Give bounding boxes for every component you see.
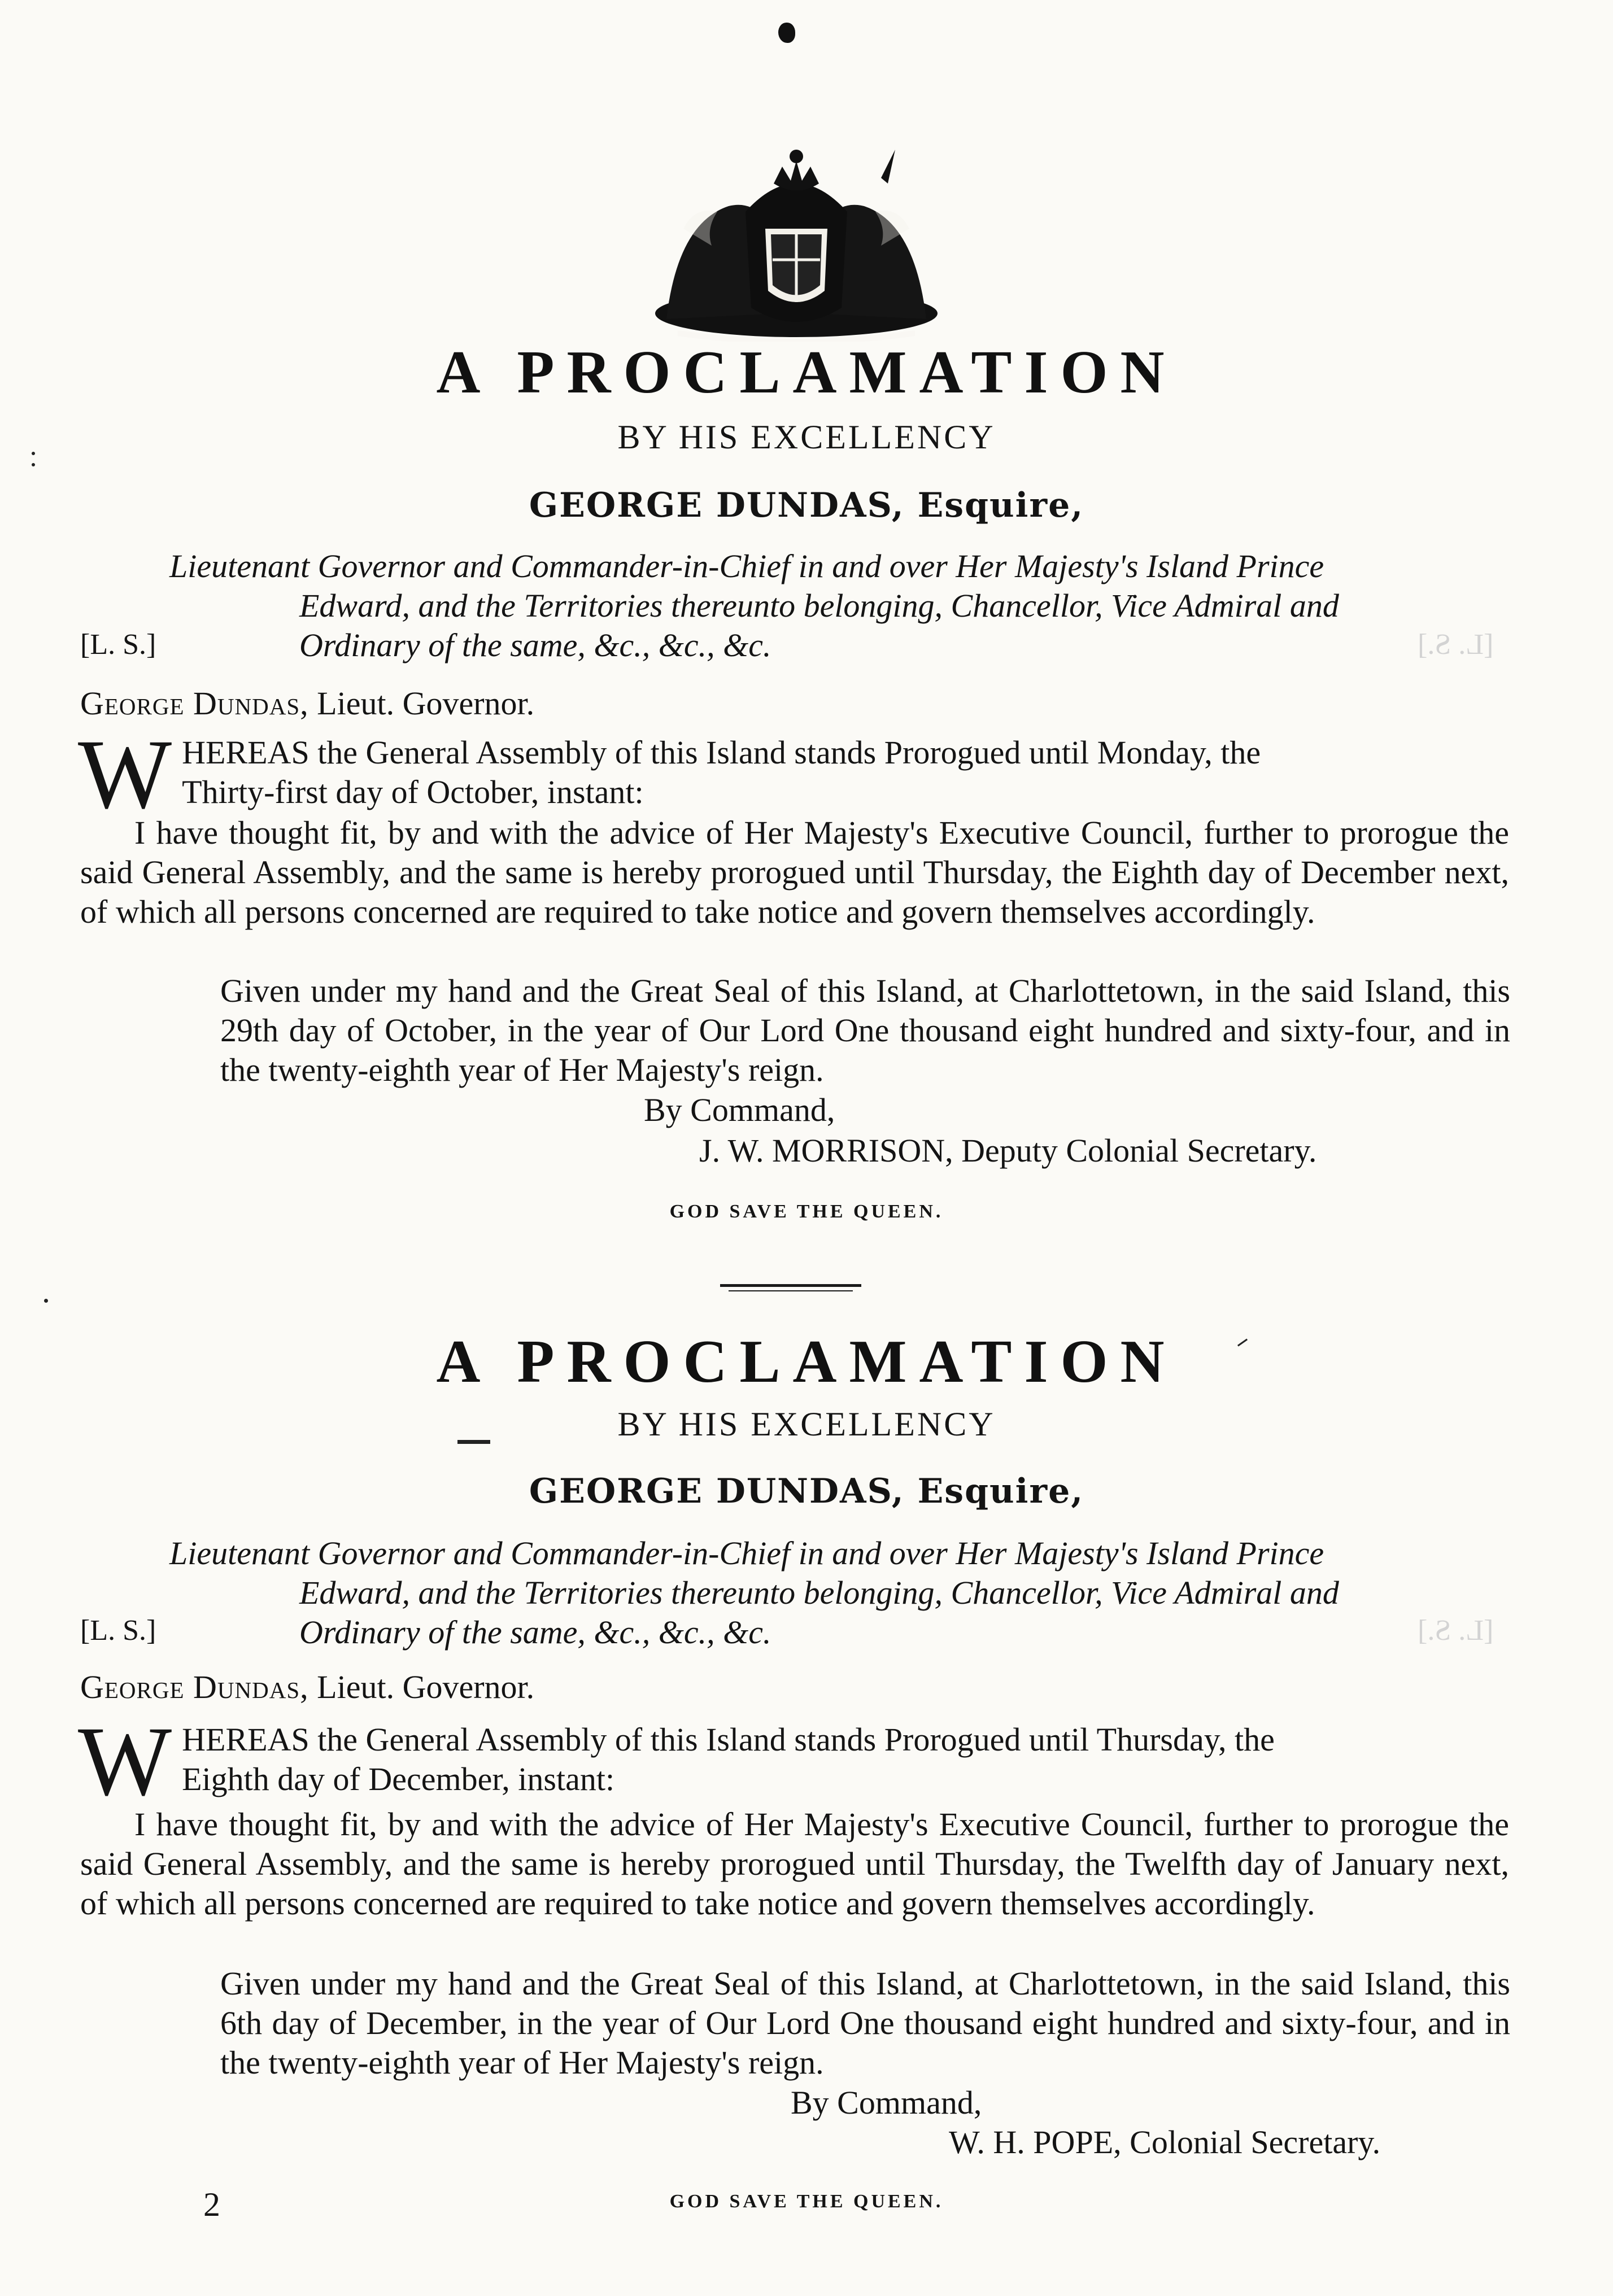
speck	[32, 463, 35, 466]
whereas-text: HEREAS the General Assembly of this Island stands Prorogued until Monday, the	[182, 734, 1261, 771]
by-command: By Command,	[791, 2084, 982, 2121]
speck	[44, 1299, 48, 1303]
proclamation-title: A PROCLAMATION	[436, 339, 1177, 406]
titles-line: Ordinary of the same, &c., &c., &c.	[299, 627, 771, 664]
god-save-the-queen: GOD SAVE THE QUEEN.	[669, 2191, 944, 2212]
titles-line: Lieutenant Governor and Commander-in-Chief in and over Her Majesty's Island Prince	[169, 548, 1324, 584]
prorogue-paragraph: I have thought fit, by and with the advice of Her Majesty's Executive Council, further to prorogue the said General Assembly, and the same is hereby prorogued until Thursday, the Twelfth day of January next, of which all persons concerned are required to take notice and govern themselves accordingly.	[80, 1806, 1509, 1922]
prorogue-paragraph: I have thought fit, by and with the advice of Her Majesty's Executive Council, further to prorogue the said General Assembly, and the same is hereby prorogued until Thursday, the Eighth day of December next, of which all persons concerned are required to take notice and govern themselves accordingly.	[80, 814, 1509, 930]
governor-signature	[80, 1668, 534, 1706]
secretary-signature: W. H. POPE, Colonial Secretary.	[949, 2124, 1381, 2160]
ink-blot	[778, 23, 795, 43]
section-divider	[720, 1284, 861, 1287]
drop-cap: W	[78, 719, 172, 830]
whereas-text: HEREAS the General Assembly of this Island stands Prorogued until Thursday, the	[182, 1721, 1275, 1758]
given-under-paragraph: Given under my hand and the Great Seal of this Island, at Charlottetown, in the said Island, this 6th day of December, in the year of Our Lord One thousand eight hundred and sixty-four, and in the twenty-eighth year of Her Majesty's reign.	[220, 1965, 1510, 2081]
governor-name: GEORGE DUNDAS, Esquire,	[529, 1472, 1084, 1511]
royal-coat-of-arms-icon	[644, 144, 949, 342]
signature-name: George Dundas,	[80, 1669, 309, 1705]
secretary-signature: J. W. MORRISON, Deputy Colonial Secretary.	[699, 1132, 1317, 1169]
titles-line: Edward, and the Territories thereunto belonging, Chancellor, Vice Admiral and	[299, 1574, 1339, 1611]
governor-name: GEORGE DUNDAS, Esquire,	[529, 486, 1084, 525]
titles-line: Edward, and the Territories thereunto belonging, Chancellor, Vice Admiral and	[299, 587, 1339, 624]
god-save-the-queen: GOD SAVE THE QUEEN.	[669, 1201, 944, 1222]
section-divider-thin	[729, 1290, 853, 1291]
governor-signature	[80, 684, 534, 722]
proclamation-title: A PROCLAMATION	[436, 1328, 1177, 1395]
whereas-paragraph	[78, 719, 1509, 830]
page-number: 2	[203, 2186, 220, 2223]
by-his-excellency: BY HIS EXCELLENCY	[617, 1405, 996, 1443]
show-through-seal: [L. S.]	[1418, 628, 1494, 661]
show-through-seal: [L. S.]	[1418, 1614, 1494, 1647]
speck	[32, 452, 35, 455]
signature-title: Lieut. Governor.	[317, 1669, 535, 1705]
titles-line: Lieutenant Governor and Commander-in-Chief in and over Her Majesty's Island Prince	[169, 1535, 1324, 1572]
titles-line: Ordinary of the same, &c., &c., &c.	[299, 1614, 771, 1651]
governor-titles	[169, 1534, 1514, 1652]
given-under-paragraph: Given under my hand and the Great Seal of this Island, at Charlottetown, in the said Island, this 29th day of October, in the year of Our Lord One thousand eight hundred and sixty-four, and in the twenty-eighth year of Her Majesty's reign.	[220, 972, 1510, 1088]
whereas-paragraph	[78, 1706, 1509, 1817]
drop-cap: W	[78, 1706, 172, 1817]
by-command: By Command,	[644, 1092, 835, 1128]
signature-name: George Dundas,	[80, 685, 309, 722]
governor-titles	[169, 547, 1514, 665]
whereas-text-line2: Thirty-first day of October, instant:	[182, 774, 644, 810]
whereas-text-line2: Eighth day of December, instant:	[182, 1761, 615, 1797]
by-his-excellency: BY HIS EXCELLENCY	[617, 418, 996, 456]
signature-title: Lieut. Governor.	[317, 685, 535, 722]
seal-mark: [L. S.]	[80, 1614, 156, 1647]
seal-mark: [L. S.]	[80, 628, 156, 661]
